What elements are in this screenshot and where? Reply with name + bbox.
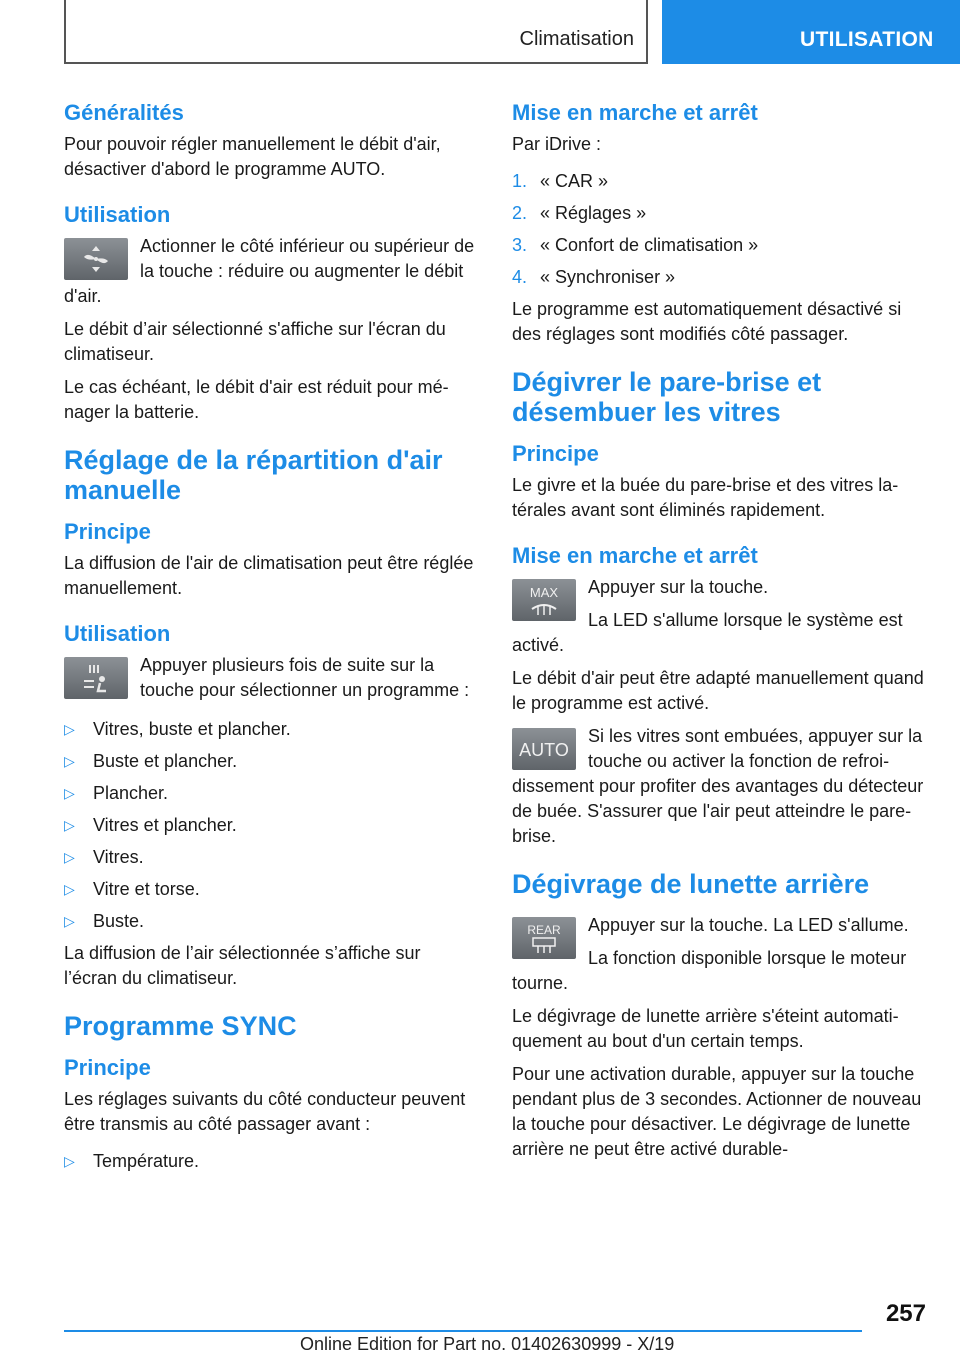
text-utilisation-1: Actionner le côté inférieur ou supérieur de la touche : réduire ou augmenter le débit d'air.: [64, 236, 475, 306]
heading-repartition-principe: Principe: [64, 519, 151, 544]
list-item: ▷ Buste et plancher.: [64, 749, 476, 774]
list-item: ▷ Vitres et plancher.: [64, 813, 476, 838]
text-utilisation-1-p3: Le cas échéant, le débit d'air est réduit pour ménager la batterie.: [64, 377, 449, 422]
text-generalites: Pour pouvoir régler manuellement le débit d'air, désactiver d'abord le programme AUTO.: [64, 134, 441, 179]
svg-text:REAR: REAR: [527, 923, 561, 937]
header-chapter-label: UTILISATION: [800, 28, 934, 51]
rear-defrost-icon: [512, 917, 576, 959]
triangle-bullet-icon: ▷: [64, 817, 75, 833]
text-lunette-p3: Le dégivrage de lunette arrière s'éteint automatiquement au bout d'un certain temps.: [512, 1006, 899, 1051]
triangle-bullet-icon: ▷: [64, 1153, 75, 1169]
text-lunette-p4: Pour une activation durable, appuyer sur la touche pendant plus de 3 secondes. Actionner de nouveau la touche pour désactiver. Le dégivrage de lunette arrière ne peut être activé durable-: [512, 1064, 922, 1159]
auto-button-image: [512, 728, 576, 770]
text-repartition-principe: La diffusion de l'air de climatisation peut être réglée manuellement.: [64, 553, 474, 598]
text-utilisation-2-after: La diffusion de l’air sélectionnée s’affiche sur l’écran du climatiseur.: [64, 943, 421, 988]
max-defrost-icon: [512, 579, 576, 621]
air-distribution-icon: [64, 657, 128, 699]
heading-mise-en-marche: Mise en marche et arrêt: [512, 100, 758, 125]
text-par-idrive: Par iDrive :: [512, 134, 602, 154]
triangle-bullet-icon: ▷: [64, 849, 75, 865]
text-max-after: Le débit d'air peut être adapté manuellement quand le programme est activé.: [512, 668, 924, 713]
list-item: 3. « Confort de climatisation »: [512, 235, 759, 255]
text-utilisation-1-p2: Le débit d’air sélectionné s'affiche sur l'écran du climatiseur.: [64, 319, 446, 364]
header-section-box: [64, 0, 648, 64]
text-rear-p2: La fonction disponible lorsque le moteur tourne.: [512, 948, 907, 993]
fan-button-image: [64, 238, 128, 280]
text-rear-p1: Appuyer sur la touche. La LED s'allume.: [588, 915, 909, 935]
text-utilisation-2: Appuyer plusieurs fois de suite sur la touche pour sélectionner un programme :: [140, 655, 470, 700]
heading-utilisation-1: Utilisation: [64, 202, 171, 227]
heading-repartition: Réglage de la répartition d'air manuelle: [64, 445, 443, 505]
air-distribution-button-image: [64, 657, 128, 699]
header-section-title: Climatisation: [519, 28, 634, 50]
svg-text:AUTO: AUTO: [519, 740, 569, 760]
list-item: ▷ Vitres.: [64, 845, 476, 870]
list-item: ▷ Buste.: [64, 909, 476, 934]
heading-sync: Programme SYNC: [64, 1011, 297, 1041]
svg-text:MAX: MAX: [529, 585, 559, 600]
list-item: ▷ Vitre et torse.: [64, 877, 476, 902]
heading-utilisation-2: Utilisation: [64, 621, 171, 646]
heading-degivrer-marche: Mise en marche et arrêt: [512, 543, 758, 568]
list-item: 1. « CAR »: [512, 171, 609, 191]
text-degivrer-principe: Le givre et la buée du pare-brise et des vitres latérales avant sont éliminés rapidement.: [512, 475, 899, 520]
max-instruction: [512, 575, 928, 666]
list-item: ▷ Température.: [64, 1149, 476, 1174]
rear-instruction: [512, 913, 928, 1004]
text-max-p1: Appuyer sur la touche.: [588, 577, 769, 597]
list-item: 4. « Synchroniser »: [512, 267, 676, 287]
heading-lunette: Dégivrage de lunette arrière: [512, 869, 870, 899]
footer-edition: Online Edition for Part no. 01402630999 - X/19: [300, 1334, 675, 1354]
auto-icon: [512, 728, 576, 770]
program-list: [64, 717, 476, 934]
text-mise-en-marche-after: Le programme est automatiquement désactivé si des réglages sont modifiés côté passager.: [512, 299, 902, 344]
text-max-p2: La LED s'allume lorsque le système est activé.: [512, 610, 903, 655]
fan-icon: [64, 238, 128, 280]
text-sync-principe: Les réglages suivants du côté conducteur peuvent être transmis au côté passager avant :: [64, 1089, 466, 1134]
heading-sync-principe: Principe: [64, 1055, 151, 1080]
sync-list: [64, 1149, 476, 1174]
page-number: 257: [885, 1300, 926, 1327]
left-column: [64, 100, 476, 1181]
right-column: [512, 100, 928, 1170]
text-auto: Si les vitres sont embuées, appuyer sur la touche ou activer la fonction de refroidissement pour profiter des avantages du détecteur de buée. S'assurer que l'air peut atteindre le pare-brise.: [512, 726, 924, 846]
max-defrost-button-image: [512, 579, 576, 621]
triangle-bullet-icon: ▷: [64, 785, 75, 801]
triangle-bullet-icon: ▷: [64, 881, 75, 897]
rear-defrost-button-image: [512, 917, 576, 959]
idrive-steps: [512, 169, 928, 290]
footer-divider: [64, 1330, 862, 1332]
triangle-bullet-icon: ▷: [64, 753, 75, 769]
triangle-bullet-icon: ▷: [64, 721, 75, 737]
list-item: ▷ Plancher.: [64, 781, 476, 806]
list-item: ▷ Vitres, buste et plancher.: [64, 717, 476, 742]
header-chapter-tab: [662, 0, 960, 64]
distribution-instruction: [64, 653, 476, 711]
airflow-instruction: [64, 234, 476, 317]
heading-degivrer-principe: Principe: [512, 441, 599, 466]
heading-degivrer: Dégivrer le pare-brise et désembuer les vitres: [512, 367, 822, 427]
list-item: 2. « Réglages »: [512, 203, 647, 223]
auto-instruction: [512, 724, 928, 857]
triangle-bullet-icon: ▷: [64, 913, 75, 929]
heading-generalites: Généralités: [64, 100, 184, 125]
